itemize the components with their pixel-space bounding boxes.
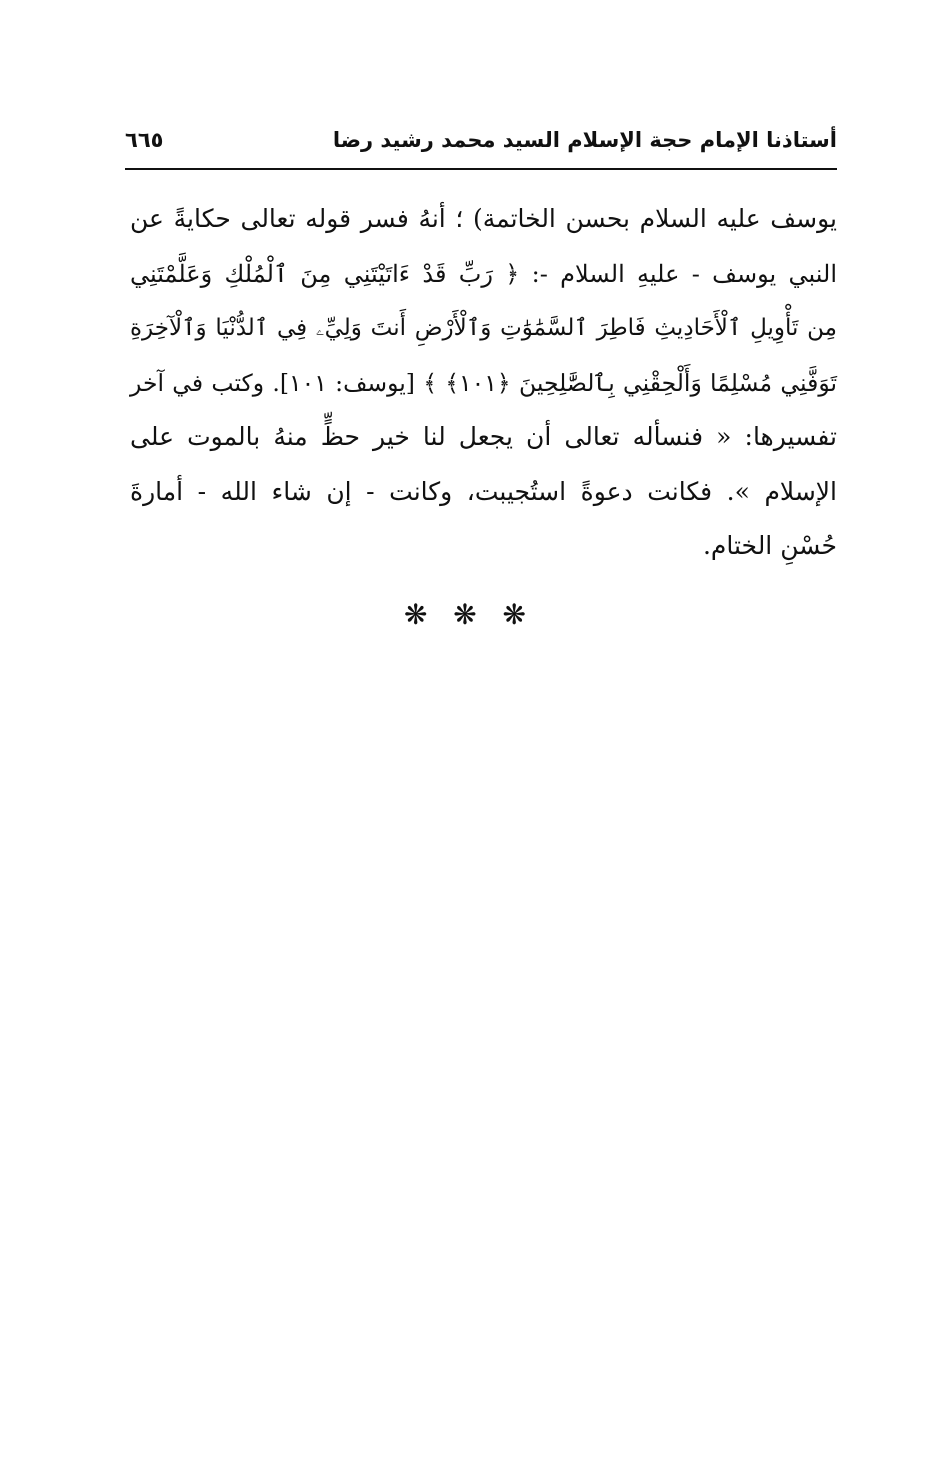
section-separator: ❋ ❋ ❋ [404, 598, 534, 631]
paragraph-line: حُسْنِ الختام. [702, 531, 837, 560]
body-paragraph [130, 192, 837, 574]
page-number: ٦٦٥ [125, 128, 164, 152]
paragraph-line: النبي يوسف - عليهِ السلام -: ﴿ رَبِّ قَدْ ءَاتَيْتَنِي مِنَ ٱلْمُلْكِ وَعَلَّمْتَنِي [130, 259, 837, 288]
paragraph-line: مِن تَأْوِيلِ ٱلْأَحَادِيثِ فَاطِرَ ٱلسَّمَٰوَٰتِ وَٱلْأَرْضِ أَنتَ وَلِيِّۦ فِي ٱلدُّنْيَا وَٱلْآخِرَةِ [130, 315, 837, 341]
header-rule [125, 168, 837, 170]
running-title: أستاذنا الإمام حجة الإسلام السيد محمد رشيد رضا [332, 128, 837, 152]
running-header [125, 122, 837, 162]
paragraph-line: تفسيرها: « فنسأله تعالى أن يجعل لنا خير حظٍّ منهُ بالموت على [130, 422, 837, 451]
paragraph-line: الإسلام ». فكانت دعوةً استُجيبت، وكانت - إن شاء الله - أمارةَ [130, 476, 837, 506]
paragraph-line: تَوَفَّنِي مُسْلِمًا وَأَلْحِقْنِي بِٱلصَّٰلِحِينَ ﴿١٠١﴾ ﴾ [يوسف: ١٠١]. وكتب في آخر [130, 368, 838, 397]
paragraph-line: يوسف عليه السلام بحسن الخاتمة) ؛ أنهُ فسر قوله تعالى حكايةً عن [130, 204, 837, 233]
